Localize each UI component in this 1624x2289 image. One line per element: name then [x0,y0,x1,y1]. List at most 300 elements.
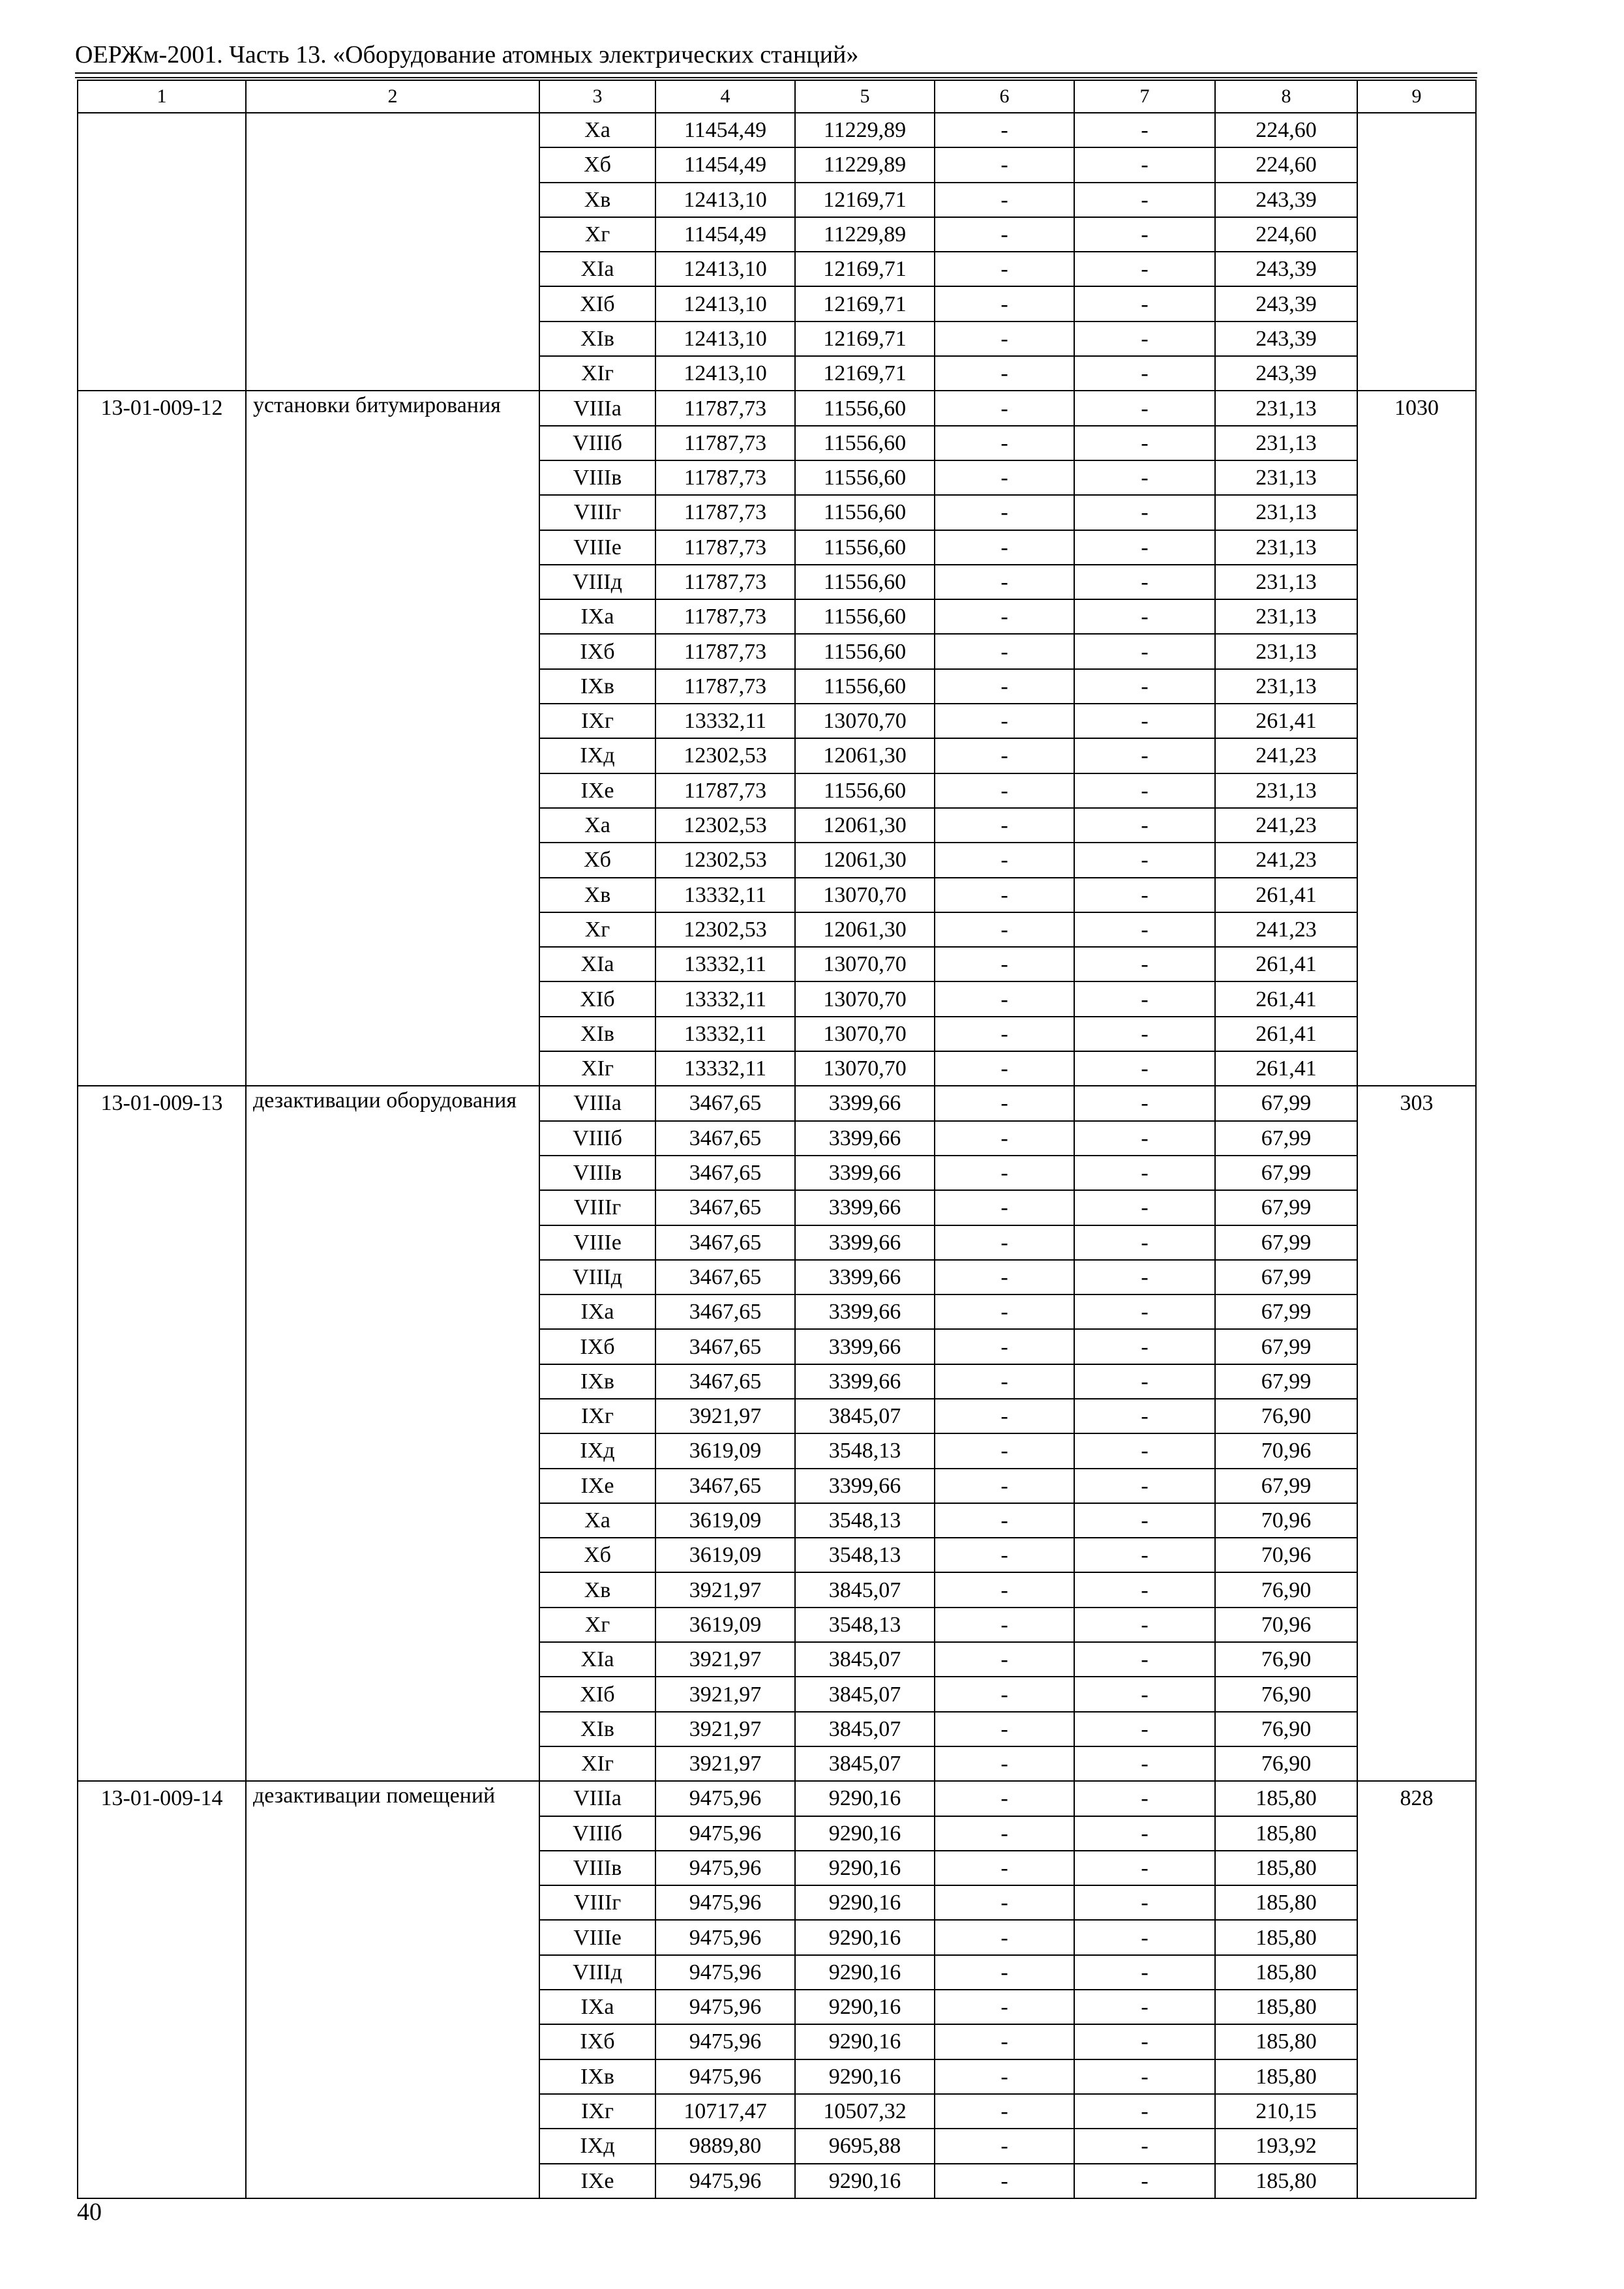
materials-cost: 185,80 [1215,1955,1357,1990]
machine-cost: - [1074,808,1215,843]
labor-cost: - [935,1433,1074,1468]
direct-cost: 9889,80 [655,2129,795,2163]
direct-cost: 9475,96 [655,1955,795,1990]
equipment-cost: 13070,70 [795,1051,935,1086]
equipment-cost: 3399,66 [795,1225,935,1260]
materials-cost: 67,99 [1215,1329,1357,1364]
direct-cost: 13332,11 [655,878,795,912]
zone-code: IXд [539,1433,655,1468]
direct-cost: 13332,11 [655,947,795,981]
header-rule-bottom [75,77,1477,78]
direct-cost: 11787,73 [655,565,795,599]
machine-cost: - [1074,322,1215,356]
direct-cost: 9475,96 [655,2164,795,2198]
zone-code: VIIIa [539,1781,655,1816]
direct-cost: 12413,10 [655,252,795,286]
labor-cost: - [935,322,1074,356]
machine-cost: - [1074,669,1215,704]
zone-code: VIIIe [539,1920,655,1954]
materials-cost: 185,80 [1215,2059,1357,2094]
zone-code: IXг [539,2094,655,2129]
labor-cost: - [935,1503,1074,1538]
direct-cost: 3921,97 [655,1399,795,1433]
column-number: 6 [935,80,1074,113]
direct-cost: 3921,97 [655,1712,795,1746]
materials-cost: 185,80 [1215,1990,1357,2024]
machine-cost: - [1074,1329,1215,1364]
zone-code: Xa [539,1503,655,1538]
position-name: дезактивации оборудования [246,1086,539,1781]
labor-cost: - [935,460,1074,495]
equipment-cost: 9695,88 [795,2129,935,2163]
zone-code: IXб [539,2024,655,2059]
zone-code: XIг [539,1051,655,1086]
materials-cost: 243,39 [1215,356,1357,391]
machine-cost: - [1074,738,1215,773]
machine-cost: - [1074,1190,1215,1225]
materials-cost: 231,13 [1215,460,1357,495]
table-row [78,1086,1476,1120]
direct-cost: 12413,10 [655,183,795,217]
equipment-cost: 11556,60 [795,669,935,704]
materials-cost: 76,90 [1215,1677,1357,1711]
direct-cost: 11787,73 [655,530,795,565]
zone-code: XIб [539,286,655,321]
labor-cost: - [935,704,1074,738]
materials-cost: 231,13 [1215,426,1357,460]
direct-cost: 13332,11 [655,981,795,1016]
labor-cost: - [935,1677,1074,1711]
materials-cost: 261,41 [1215,1051,1357,1086]
equipment-cost: 12061,30 [795,738,935,773]
labor-cost: - [935,981,1074,1016]
equipment-cost: 3845,07 [795,1746,935,1781]
zone-code: VIIIe [539,1225,655,1260]
direct-cost: 13332,11 [655,1017,795,1051]
equipment-cost: 3399,66 [795,1329,935,1364]
column-number: 2 [246,80,539,113]
equipment-cost: 11556,60 [795,460,935,495]
equipment-weight: 828 [1357,1781,1476,2198]
labor-cost: - [935,634,1074,668]
equipment-cost: 9290,16 [795,1920,935,1954]
equipment-cost: 9290,16 [795,1781,935,1816]
machine-cost: - [1074,1433,1215,1468]
direct-cost: 11787,73 [655,495,795,530]
labor-cost: - [935,286,1074,321]
materials-cost: 67,99 [1215,1294,1357,1329]
direct-cost: 9475,96 [655,1851,795,1885]
direct-cost: 11787,73 [655,391,795,425]
labor-cost: - [935,2129,1074,2163]
equipment-cost: 11556,60 [795,530,935,565]
direct-cost: 11787,73 [655,426,795,460]
materials-cost: 231,13 [1215,669,1357,704]
equipment-cost: 3845,07 [795,1677,935,1711]
machine-cost: - [1074,1469,1215,1503]
position-code [78,113,246,391]
materials-cost: 261,41 [1215,704,1357,738]
machine-cost: - [1074,183,1215,217]
equipment-cost: 9290,16 [795,2164,935,2198]
machine-cost: - [1074,113,1215,147]
direct-cost: 3467,65 [655,1364,795,1399]
equipment-cost: 13070,70 [795,704,935,738]
machine-cost: - [1074,2059,1215,2094]
zone-code: IXa [539,1990,655,2024]
machine-cost: - [1074,1051,1215,1086]
machine-cost: - [1074,981,1215,1016]
equipment-cost: 9290,16 [795,1851,935,1885]
zone-code: Xг [539,217,655,252]
materials-cost: 67,99 [1215,1121,1357,1156]
position-code: 13-01-009-13 [78,1086,246,1781]
direct-cost: 12302,53 [655,808,795,843]
labor-cost: - [935,1746,1074,1781]
materials-cost: 67,99 [1215,1469,1357,1503]
machine-cost: - [1074,1399,1215,1433]
labor-cost: - [935,738,1074,773]
labor-cost: - [935,113,1074,147]
materials-cost: 67,99 [1215,1225,1357,1260]
equipment-cost: 3399,66 [795,1469,935,1503]
direct-cost: 9475,96 [655,1920,795,1954]
zone-code: XIa [539,1642,655,1677]
labor-cost: - [935,1190,1074,1225]
materials-cost: 67,99 [1215,1086,1357,1120]
materials-cost: 261,41 [1215,878,1357,912]
direct-cost: 12302,53 [655,843,795,877]
materials-cost: 243,39 [1215,252,1357,286]
machine-cost: - [1074,1851,1215,1885]
direct-cost: 3467,65 [655,1329,795,1364]
labor-cost: - [935,947,1074,981]
materials-cost: 224,60 [1215,113,1357,147]
materials-cost: 261,41 [1215,1017,1357,1051]
zone-code: VIIIд [539,1260,655,1294]
labor-cost: - [935,2059,1074,2094]
materials-cost: 70,96 [1215,1538,1357,1572]
equipment-cost: 10507,32 [795,2094,935,2129]
machine-cost: - [1074,1642,1215,1677]
direct-cost: 3467,65 [655,1225,795,1260]
direct-cost: 13332,11 [655,704,795,738]
equipment-cost: 3399,66 [795,1260,935,1294]
zone-code: VIIIв [539,460,655,495]
direct-cost: 11454,49 [655,217,795,252]
zone-code: Xв [539,183,655,217]
direct-cost: 9475,96 [655,2059,795,2094]
machine-cost: - [1074,2129,1215,2163]
equipment-weight: 303 [1357,1086,1476,1781]
machine-cost: - [1074,1294,1215,1329]
zone-code: IXв [539,669,655,704]
materials-cost: 243,39 [1215,322,1357,356]
machine-cost: - [1074,2164,1215,2198]
zone-code: IXг [539,704,655,738]
machine-cost: - [1074,426,1215,460]
labor-cost: - [935,391,1074,425]
labor-cost: - [935,1990,1074,2024]
machine-cost: - [1074,565,1215,599]
column-number: 3 [539,80,655,113]
position-name: дезактивации помещений [246,1781,539,2198]
equipment-cost: 12169,71 [795,322,935,356]
equipment-cost: 3399,66 [795,1156,935,1190]
machine-cost: - [1074,1572,1215,1607]
materials-cost: 241,23 [1215,808,1357,843]
direct-cost: 10717,47 [655,2094,795,2129]
materials-cost: 231,13 [1215,565,1357,599]
direct-cost: 3467,65 [655,1294,795,1329]
machine-cost: - [1074,1990,1215,2024]
labor-cost: - [935,1816,1074,1851]
zone-code: Xб [539,147,655,182]
materials-cost: 67,99 [1215,1190,1357,1225]
machine-cost: - [1074,704,1215,738]
labor-cost: - [935,252,1074,286]
direct-cost: 3921,97 [655,1677,795,1711]
zone-code: Xa [539,113,655,147]
equipment-cost: 13070,70 [795,878,935,912]
zone-code: IXe [539,1469,655,1503]
labor-cost: - [935,1329,1074,1364]
zone-code: VIIIг [539,1885,655,1920]
materials-cost: 185,80 [1215,1851,1357,1885]
direct-cost: 3467,65 [655,1260,795,1294]
zone-code: VIIIб [539,1121,655,1156]
column-number-row [78,80,1476,113]
equipment-cost: 13070,70 [795,981,935,1016]
machine-cost: - [1074,1121,1215,1156]
table-row [78,391,1476,425]
materials-cost: 224,60 [1215,147,1357,182]
column-number: 8 [1215,80,1357,113]
machine-cost: - [1074,1677,1215,1711]
machine-cost: - [1074,947,1215,981]
zone-code: VIIIв [539,1156,655,1190]
labor-cost: - [935,1469,1074,1503]
equipment-cost: 3399,66 [795,1086,935,1120]
column-number: 4 [655,80,795,113]
direct-cost: 11454,49 [655,147,795,182]
labor-cost: - [935,1156,1074,1190]
position-code: 13-01-009-12 [78,391,246,1086]
zone-code: Xб [539,1538,655,1572]
labor-cost: - [935,843,1074,877]
materials-cost: 231,13 [1215,634,1357,668]
labor-cost: - [935,565,1074,599]
materials-cost: 243,39 [1215,183,1357,217]
machine-cost: - [1074,2094,1215,2129]
machine-cost: - [1074,1712,1215,1746]
equipment-cost: 12169,71 [795,183,935,217]
labor-cost: - [935,217,1074,252]
machine-cost: - [1074,843,1215,877]
labor-cost: - [935,1608,1074,1642]
machine-cost: - [1074,599,1215,634]
zone-code: VIIIe [539,530,655,565]
zone-code: IXa [539,1294,655,1329]
labor-cost: - [935,878,1074,912]
labor-cost: - [935,1051,1074,1086]
zone-code: VIIIa [539,1086,655,1120]
labor-cost: - [935,1920,1074,1954]
direct-cost: 9475,96 [655,2024,795,2059]
direct-cost: 11787,73 [655,460,795,495]
column-number: 7 [1074,80,1215,113]
equipment-cost: 3845,07 [795,1642,935,1677]
labor-cost: - [935,1260,1074,1294]
machine-cost: - [1074,634,1215,668]
equipment-cost: 9290,16 [795,2024,935,2059]
equipment-cost: 12169,71 [795,356,935,391]
labor-cost: - [935,1538,1074,1572]
zone-code: IXд [539,2129,655,2163]
price-table [77,80,1477,2199]
position-code: 13-01-009-14 [78,1781,246,2198]
materials-cost: 70,96 [1215,1433,1357,1468]
machine-cost: - [1074,460,1215,495]
zone-code: VIIIд [539,565,655,599]
materials-cost: 67,99 [1215,1156,1357,1190]
equipment-cost: 3845,07 [795,1399,935,1433]
equipment-cost: 9290,16 [795,2059,935,2094]
direct-cost: 3921,97 [655,1746,795,1781]
machine-cost: - [1074,495,1215,530]
materials-cost: 185,80 [1215,1816,1357,1851]
zone-code: VIIIв [539,1851,655,1885]
table-row [78,113,1476,147]
zone-code: VIIIг [539,495,655,530]
labor-cost: - [935,1121,1074,1156]
zone-code: XIв [539,1017,655,1051]
labor-cost: - [935,495,1074,530]
direct-cost: 11787,73 [655,773,795,808]
direct-cost: 9475,96 [655,1816,795,1851]
materials-cost: 70,96 [1215,1503,1357,1538]
machine-cost: - [1074,1086,1215,1120]
direct-cost: 3467,65 [655,1121,795,1156]
equipment-cost: 9290,16 [795,1816,935,1851]
machine-cost: - [1074,912,1215,947]
materials-cost: 70,96 [1215,1608,1357,1642]
machine-cost: - [1074,356,1215,391]
equipment-cost: 3548,13 [795,1608,935,1642]
equipment-cost: 11229,89 [795,217,935,252]
machine-cost: - [1074,1225,1215,1260]
zone-code: VIIIa [539,391,655,425]
zone-code: IXв [539,1364,655,1399]
equipment-cost: 11229,89 [795,147,935,182]
materials-cost: 76,90 [1215,1399,1357,1433]
zone-code: Xв [539,878,655,912]
zone-code: IXe [539,2164,655,2198]
equipment-cost: 11556,60 [795,599,935,634]
materials-cost: 224,60 [1215,217,1357,252]
machine-cost: - [1074,2024,1215,2059]
equipment-cost: 13070,70 [795,947,935,981]
materials-cost: 241,23 [1215,912,1357,947]
machine-cost: - [1074,147,1215,182]
labor-cost: - [935,426,1074,460]
labor-cost: - [935,773,1074,808]
materials-cost: 76,90 [1215,1572,1357,1607]
labor-cost: - [935,808,1074,843]
equipment-cost: 9290,16 [795,1955,935,1990]
labor-cost: - [935,912,1074,947]
column-number: 1 [78,80,246,113]
materials-cost: 261,41 [1215,947,1357,981]
direct-cost: 12302,53 [655,738,795,773]
equipment-cost: 11556,60 [795,391,935,425]
materials-cost: 67,99 [1215,1260,1357,1294]
zone-code: Xб [539,843,655,877]
machine-cost: - [1074,1955,1215,1990]
labor-cost: - [935,2164,1074,2198]
equipment-cost: 3399,66 [795,1294,935,1329]
zone-code: XIв [539,322,655,356]
machine-cost: - [1074,1885,1215,1920]
materials-cost: 185,80 [1215,1781,1357,1816]
equipment-cost: 11556,60 [795,426,935,460]
materials-cost: 76,90 [1215,1746,1357,1781]
zone-code: VIIIд [539,1955,655,1990]
equipment-cost: 12169,71 [795,286,935,321]
labor-cost: - [935,1712,1074,1746]
direct-cost: 3619,09 [655,1433,795,1468]
equipment-cost: 3399,66 [795,1364,935,1399]
labor-cost: - [935,2094,1074,2129]
page-number: 40 [77,2198,102,2226]
equipment-cost: 3548,13 [795,1538,935,1572]
labor-cost: - [935,1364,1074,1399]
labor-cost: - [935,356,1074,391]
zone-code: IXг [539,1399,655,1433]
labor-cost: - [935,1572,1074,1607]
labor-cost: - [935,1781,1074,1816]
direct-cost: 3619,09 [655,1608,795,1642]
materials-cost: 231,13 [1215,495,1357,530]
direct-cost: 3467,65 [655,1156,795,1190]
direct-cost: 3921,97 [655,1642,795,1677]
equipment-weight: 1030 [1357,391,1476,1086]
zone-code: Xв [539,1572,655,1607]
column-number: 9 [1357,80,1476,113]
zone-code: IXa [539,599,655,634]
labor-cost: - [935,147,1074,182]
equipment-cost: 3845,07 [795,1712,935,1746]
direct-cost: 11787,73 [655,599,795,634]
equipment-cost: 11556,60 [795,773,935,808]
equipment-cost: 3845,07 [795,1572,935,1607]
direct-cost: 11787,73 [655,669,795,704]
materials-cost: 210,15 [1215,2094,1357,2129]
zone-code: Xa [539,808,655,843]
equipment-cost: 3399,66 [795,1190,935,1225]
zone-code: XIa [539,947,655,981]
labor-cost: - [935,1642,1074,1677]
zone-code: Xг [539,1608,655,1642]
direct-cost: 3467,65 [655,1086,795,1120]
zone-code: VIIIб [539,426,655,460]
materials-cost: 231,13 [1215,391,1357,425]
equipment-cost: 9290,16 [795,1885,935,1920]
labor-cost: - [935,669,1074,704]
machine-cost: - [1074,878,1215,912]
equipment-weight [1357,113,1476,391]
direct-cost: 12302,53 [655,912,795,947]
